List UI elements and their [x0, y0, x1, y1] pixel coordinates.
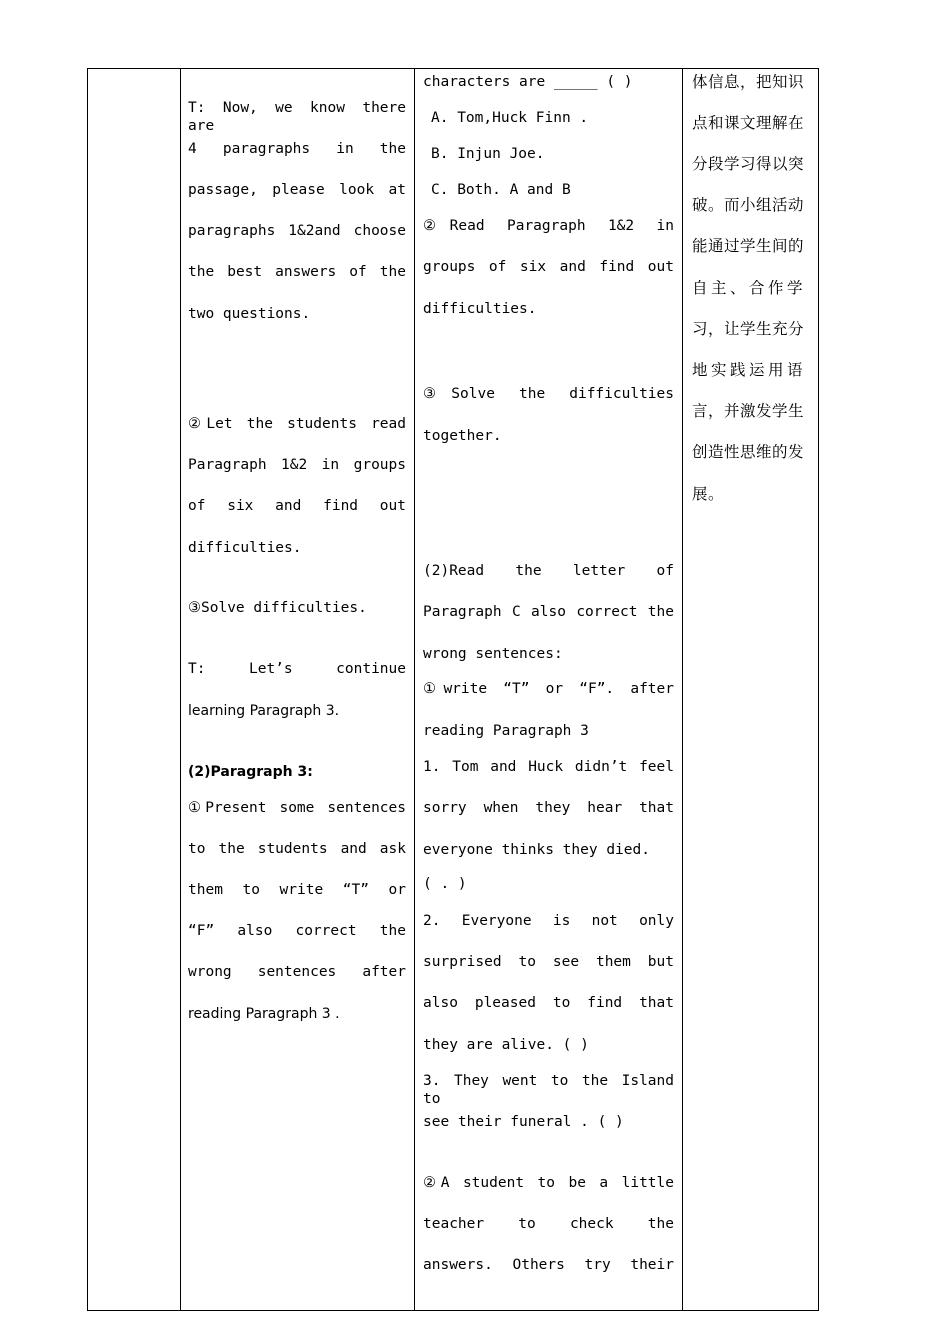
student-text-line: they are alive. ( )	[423, 1037, 589, 1053]
purpose-cell	[683, 69, 820, 1310]
student-text-line: ①write “T” or “F”. after	[423, 681, 674, 697]
teacher-text-line: two questions.	[188, 306, 311, 322]
student-text-line: sorry when they hear that	[423, 800, 674, 816]
student-text-line: everyone thinks they died.	[423, 842, 650, 858]
teacher-text-line: ③Solve difficulties.	[188, 600, 367, 616]
student-text-line: reading Paragraph 3	[423, 723, 589, 739]
purpose-text-line: 言，并激发学生	[692, 402, 805, 420]
student-text-line: see their funeral . ( )	[423, 1114, 624, 1130]
student-text-line: difficulties.	[423, 301, 537, 317]
purpose-text-line: 分段学习得以突	[692, 155, 805, 173]
student-text-line: also pleased to find that	[423, 995, 674, 1011]
teacher-text-line: learning Paragraph 3.	[188, 703, 340, 719]
answer-option: C. Both. A and B	[431, 182, 571, 198]
teacher-text-line: of six and find out	[188, 498, 406, 514]
teacher-text-line: “F” also correct the	[188, 923, 406, 939]
student-text-line: 1. Tom and Huck didn’t feel	[423, 759, 674, 775]
purpose-text-line: 破。而小组活动	[692, 196, 805, 214]
student-text-line: teacher to check the	[423, 1216, 674, 1232]
student-text-line: surprised to see them but	[423, 954, 674, 970]
purpose-text-line: 体信息，把知识	[692, 73, 805, 91]
teacher-text-line: passage, please look at	[188, 182, 406, 198]
student-text-line: wrong sentences:	[423, 646, 563, 662]
teacher-text-line: ①Present some sentences	[188, 800, 406, 816]
lesson-plan-table	[87, 68, 819, 1311]
teacher-text-line: 4 paragraphs in the	[188, 141, 406, 157]
student-text-line: (2)Read the letter of	[423, 563, 674, 579]
student-text-line: 3. They went to the Island to	[423, 1073, 674, 1107]
student-text-line: Paragraph C also correct the	[423, 604, 674, 620]
student-text-line: answers. Others try their	[423, 1257, 674, 1273]
purpose-text-line: 点和课文理解在	[692, 114, 805, 132]
purpose-text-line: 展。	[692, 485, 725, 503]
purpose-text-line: 创造性思维的发	[692, 443, 805, 461]
purpose-text-line: 能通过学生间的	[692, 237, 805, 255]
teacher-text-line: them to write “T” or	[188, 882, 406, 898]
teacher-text-line: Paragraph 1&2 in groups	[188, 457, 406, 473]
section-heading: (2)Paragraph 3:	[188, 764, 313, 780]
teacher-activity-cell	[180, 69, 414, 1310]
teacher-text-line: paragraphs 1&2and choose	[188, 223, 406, 239]
purpose-text-line: 自主、合作学	[692, 279, 807, 297]
answer-option: A. Tom,Huck Finn .	[431, 110, 589, 126]
student-text-line: ②A student to be a little	[423, 1175, 674, 1191]
teacher-text-line: the best answers of the	[188, 264, 406, 280]
student-text-line: ②Read Paragraph 1&2 in	[423, 218, 674, 234]
teacher-text-line: T: Now, we know there are	[188, 100, 406, 134]
student-text-line: characters are _____ ( )	[423, 74, 633, 90]
answer-blank: ( . )	[423, 876, 467, 892]
teacher-text-line: to the students and ask	[188, 841, 406, 857]
student-text-line: ③Solve the difficulties	[423, 386, 674, 402]
teacher-text-line: difficulties.	[188, 540, 302, 556]
student-activity-cell	[415, 69, 682, 1310]
student-text-line: groups of six and find out	[423, 259, 674, 275]
teacher-text-line: reading Paragraph 3 .	[188, 1006, 340, 1022]
purpose-text-line: 习，让学生充分	[692, 320, 805, 338]
student-text-line: together.	[423, 428, 502, 444]
student-text-line: 2. Everyone is not only	[423, 913, 674, 929]
teacher-text-line: ②Let the students read	[188, 416, 406, 432]
purpose-text-line: 地实践运用语	[692, 361, 807, 379]
teacher-text-line: T: Let’s continue	[188, 661, 406, 677]
answer-option: B. Injun Joe.	[431, 146, 545, 162]
teacher-text-line: wrong sentences after	[188, 964, 406, 980]
